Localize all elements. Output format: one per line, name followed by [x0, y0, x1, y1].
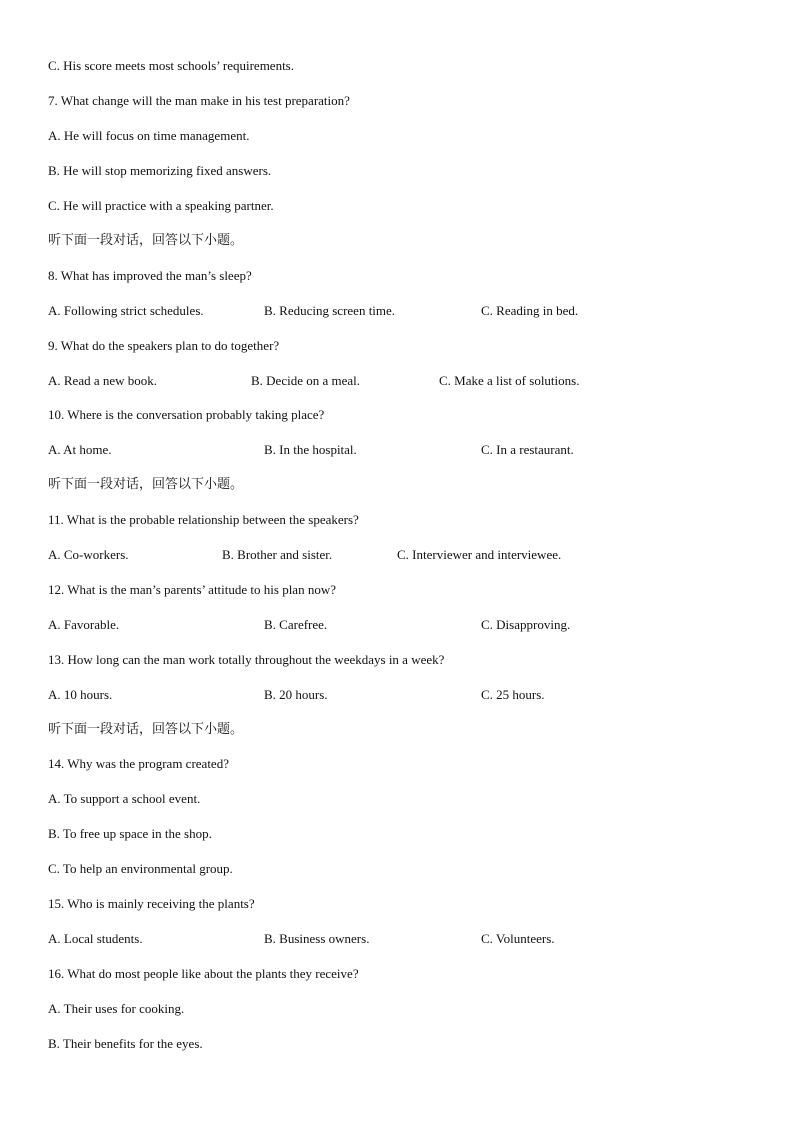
q15-option-b: B. Business owners.: [264, 931, 370, 946]
q15-option-c: C. Volunteers.: [481, 931, 555, 946]
q8-option-c: C. Reading in bed.: [481, 303, 579, 318]
instruction-3: 听下面一段对话，回答以下小题。: [48, 722, 244, 737]
instruction-1: 听下面一段对话，回答以下小题。: [48, 233, 244, 248]
question-12: 12. What is the man’s parents’ attitude to his plan now?: [48, 582, 336, 597]
q13-option-a: A. 10 hours.: [48, 687, 113, 702]
q16-option-a: A. Their uses for cooking.: [48, 1001, 185, 1016]
q11-option-c: C. Interviewer and interviewee.: [397, 547, 562, 562]
q15-option-a: A. Local students.: [48, 931, 143, 946]
question-13: 13. How long can the man work totally throughout the weekdays in a week?: [48, 652, 445, 667]
question-11: 11. What is the probable relationship between the speakers?: [48, 512, 359, 527]
q8-option-b: B. Reducing screen time.: [264, 303, 396, 318]
q14-option-c: C. To help an environmental group.: [48, 861, 233, 876]
q12-option-c: C. Disapproving.: [481, 617, 571, 632]
q7-option-a: A. He will focus on time management.: [48, 128, 250, 143]
q12-option-b: B. Carefree.: [264, 617, 328, 632]
q12-option-a: A. Favorable.: [48, 617, 120, 632]
q16-option-b: B. Their benefits for the eyes.: [48, 1036, 203, 1051]
q8-option-a: A. Following strict schedules.: [48, 303, 204, 318]
q10-option-c: C. In a restaurant.: [481, 442, 574, 457]
question-10: 10. Where is the conversation probably taking place?: [48, 407, 325, 422]
q13-option-b: B. 20 hours.: [264, 687, 328, 702]
q13-option-c: C. 25 hours.: [481, 687, 545, 702]
question-8: 8. What has improved the man’s sleep?: [48, 268, 252, 283]
q7-option-c: C. He will practice with a speaking partner.: [48, 198, 274, 213]
q9-option-a: A. Read a new book.: [48, 373, 158, 388]
q14-option-b: B. To free up space in the shop.: [48, 826, 212, 841]
q7-option-b: B. He will stop memorizing fixed answers.: [48, 163, 272, 178]
q10-option-a: A. At home.: [48, 442, 112, 457]
q14-option-a: A. To support a school event.: [48, 791, 201, 806]
question-16: 16. What do most people like about the plants they receive?: [48, 966, 359, 981]
instruction-2: 听下面一段对话，回答以下小题。: [48, 477, 244, 492]
q11-option-b: B. Brother and sister.: [222, 547, 333, 562]
question-15: 15. Who is mainly receiving the plants?: [48, 896, 255, 911]
q9-option-c: C. Make a list of solutions.: [439, 373, 580, 388]
question-7: 7. What change will the man make in his test preparation?: [48, 93, 350, 108]
q10-option-b: B. In the hospital.: [264, 442, 357, 457]
question-14: 14. Why was the program created?: [48, 756, 229, 771]
q6-option-c: C. His score meets most schools’ requirements.: [48, 58, 294, 73]
question-9: 9. What do the speakers plan to do together?: [48, 338, 280, 353]
q11-option-a: A. Co-workers.: [48, 547, 129, 562]
q9-option-b: B. Decide on a meal.: [251, 373, 361, 388]
